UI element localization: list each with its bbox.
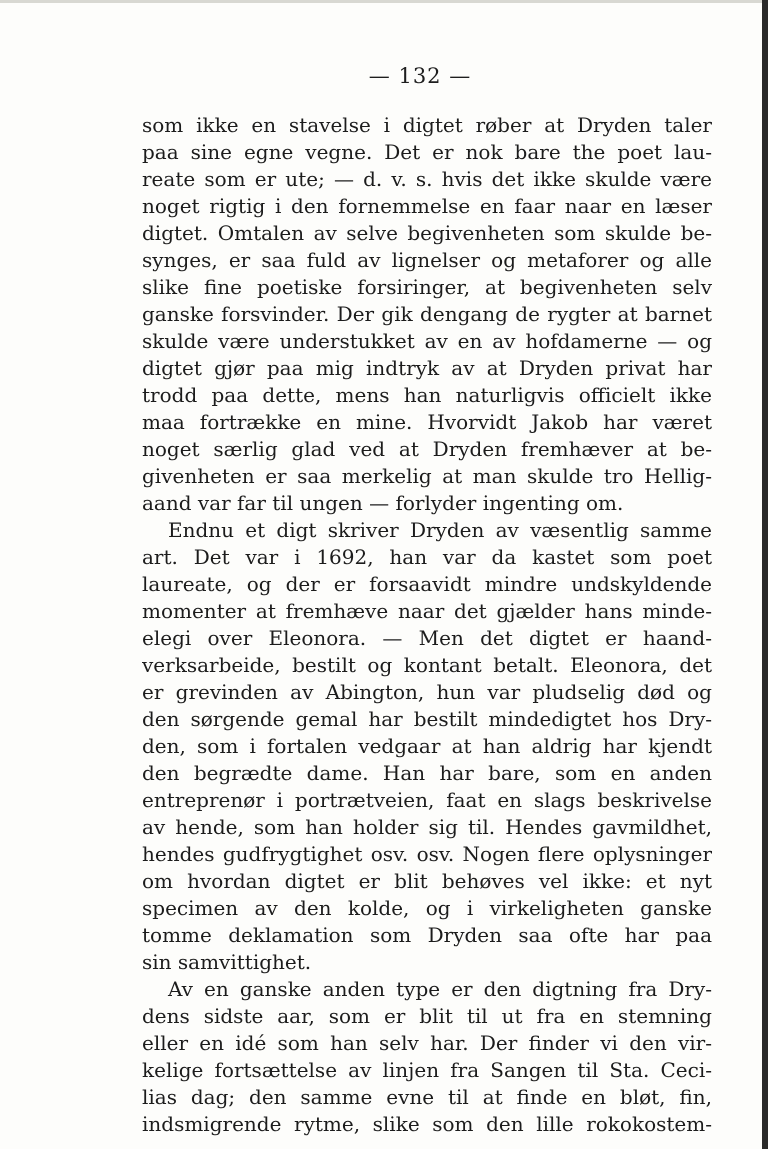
text-line: Endnu et digt skriver Dryden av væsentlig samme — [168, 518, 712, 542]
page-right-edge — [762, 0, 768, 1149]
text-line: av hende, som han holder sig til. Hendes gavmildhet, — [142, 815, 712, 839]
text-line: sin samvittighet. — [142, 950, 312, 974]
page-number: — 132 — — [368, 64, 472, 88]
text-line: som ikke en stavelse i digtet røber at Dryden taler — [142, 113, 712, 137]
text-line: lias dag; den samme evne til at finde en bløt, fin, — [142, 1085, 712, 1109]
text-line: er grevinden av Abington, hun var pludselig død og — [142, 680, 712, 704]
text-line: hendes gudfrygtighet osv. osv. Nogen flere oplysninger — [142, 842, 712, 866]
text-line: verksarbeide, bestilt og kontant betalt. Eleonora, det — [142, 653, 712, 677]
text-line: om hvordan digtet er blit behøves vel ikke: et nyt — [142, 869, 712, 893]
text-line: Av en ganske anden type er den digtning fra Dry- — [168, 977, 712, 1001]
text-line: maa fortrække en mine. Hvorvidt Jakob har været — [142, 410, 712, 434]
text-line: entreprenør i portrætveien, faat en slags beskrivelse — [142, 788, 712, 812]
text-line: momenter at fremhæve naar det gjælder hans minde- — [142, 599, 712, 623]
text-line: paa sine egne vegne. Det er nok bare the poet lau- — [142, 140, 712, 164]
text-line: laureate, og der er forsaavidt mindre undskyldende — [142, 572, 712, 596]
text-line: givenheten er saa merkelig at man skulde tro Hellig- — [142, 464, 712, 488]
text-line: slike fine poetiske forsiringer, at begivenheten selv — [142, 275, 712, 299]
text-line: trodd paa dette, mens han naturligvis officielt ikke — [142, 383, 712, 407]
body-text — [142, 112, 712, 1138]
text-line: elegi over Eleonora. — Men det digtet er haand- — [142, 626, 712, 650]
text-line: den sørgende gemal har bestilt mindedigtet hos Dry- — [142, 707, 712, 731]
text-line: ganske forsvinder. Der gik dengang de rygter at barnet — [142, 302, 712, 326]
text-line: tomme deklamation som Dryden saa ofte har paa — [142, 923, 712, 947]
text-line: reate som er ute; — d. v. s. hvis det ikke skulde være — [142, 167, 712, 191]
text-line: indsmigrende rytme, slike som den lille rokokostem- — [142, 1112, 712, 1136]
text-line: den, som i fortalen vedgaar at han aldrig har kjendt — [142, 734, 712, 758]
text-line: dens sidste aar, som er blit til ut fra en stemning — [142, 1004, 712, 1028]
text-line: art. Det var i 1692, han var da kastet som poet — [142, 545, 712, 569]
page-top-edge — [0, 0, 768, 3]
text-line: synges, er saa fuld av lignelser og metaforer og alle — [142, 248, 712, 272]
text-line: specimen av den kolde, og i virkeligheten ganske — [142, 896, 712, 920]
text-line: kelige fortsættelse av linjen fra Sangen til Sta. Ceci- — [142, 1058, 712, 1082]
text-line: eller en idé som han selv har. Der finder vi den vir- — [142, 1031, 712, 1055]
text-line: noget særlig glad ved at Dryden fremhæver at be- — [142, 437, 712, 461]
text-line: skulde være understukket av en av hofdamerne — og — [142, 329, 712, 353]
text-line: digtet gjør paa mig indtryk av at Dryden privat har — [142, 356, 712, 380]
text-line: digtet. Omtalen av selve begivenheten som skulde be- — [142, 221, 712, 245]
text-line: noget rigtig i den fornemmelse en faar naar en læser — [142, 194, 712, 218]
text-line: den begrædte dame. Han har bare, som en anden — [142, 761, 712, 785]
text-line: aand var far til ungen — forlyder ingenting om. — [142, 491, 624, 515]
